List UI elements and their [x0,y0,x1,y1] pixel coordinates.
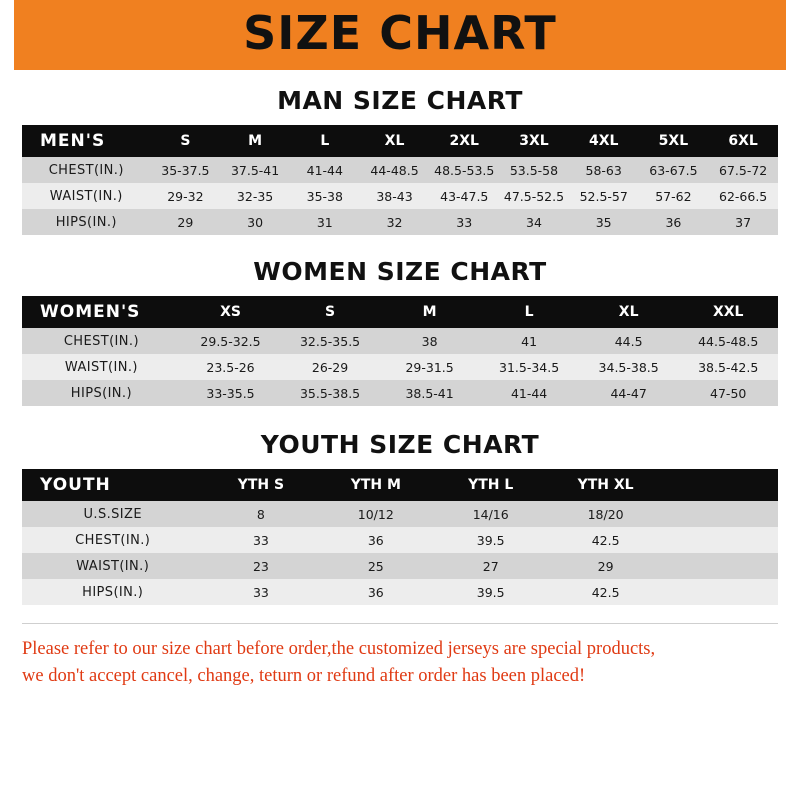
table-cell: 35-38 [290,183,360,209]
table-cell: 39.5 [433,527,548,553]
table-cell: 33 [429,209,499,235]
column-header: WOMEN'S [22,296,181,328]
table-cell: 36 [318,527,433,553]
table-row [22,328,778,354]
table-cell: 8 [203,501,318,527]
table-cell: 38.5-42.5 [678,354,778,380]
row-label: CHEST(IN.) [22,157,151,183]
table-cell: 29 [151,209,221,235]
table-cell: 33-35.5 [181,380,281,406]
table-cell: 44-48.5 [360,157,430,183]
table-cell: 35.5-38.5 [280,380,380,406]
column-header: L [290,125,360,157]
column-header: 6XL [708,125,778,157]
table-cell: 53.5-58 [499,157,569,183]
column-header: XXL [678,296,778,328]
column-header: 5XL [639,125,709,157]
table-row [22,553,778,579]
table-header-row [22,469,778,501]
table-cell: 29-32 [151,183,221,209]
table-cell: 38.5-41 [380,380,480,406]
table-cell: 36 [318,579,433,605]
table-cell: 18/20 [548,501,663,527]
table-row [22,527,778,553]
row-label: HIPS(IN.) [22,579,203,605]
table-cell: 38 [380,328,480,354]
table-cell: 37 [708,209,778,235]
column-header: 4XL [569,125,639,157]
column-header: S [280,296,380,328]
table-cell: 32 [360,209,430,235]
table-cell: 26-29 [280,354,380,380]
column-header: YTH M [318,469,433,501]
table-row [22,354,778,380]
table-cell: 39.5 [433,579,548,605]
table-cell: 44.5-48.5 [678,328,778,354]
table-cell: 35 [569,209,639,235]
row-label: WAIST(IN.) [22,354,181,380]
youth-size-table [22,469,778,605]
row-label: HIPS(IN.) [22,209,151,235]
table-cell: 41-44 [479,380,579,406]
row-label: CHEST(IN.) [22,328,181,354]
table-cell: 42.5 [548,579,663,605]
column-header [663,469,778,501]
table-cell: 34.5-38.5 [579,354,679,380]
header-banner [0,0,800,70]
row-label: U.S.SIZE [22,501,203,527]
table-cell: 29 [548,553,663,579]
footer-line-1: Please refer to our size chart before order,the customized jerseys are special products, [22,639,656,659]
table-header-row [22,296,778,328]
column-header: XS [181,296,281,328]
column-header: 2XL [429,125,499,157]
column-header: XL [579,296,679,328]
women-section-title: WOMEN SIZE CHART [253,257,547,286]
table-cell: 10/12 [318,501,433,527]
table-cell: 29-31.5 [380,354,480,380]
table-cell: 31.5-34.5 [479,354,579,380]
table-cell: 23.5-26 [181,354,281,380]
footer-disclaimer [22,623,778,690]
women-size-table [22,296,778,406]
table-row [22,380,778,406]
table-cell: 31 [290,209,360,235]
table-header-row [22,125,778,157]
row-label: CHEST(IN.) [22,527,203,553]
table-cell: 29.5-32.5 [181,328,281,354]
row-label: WAIST(IN.) [22,553,203,579]
table-cell: 42.5 [548,527,663,553]
table-cell: 41-44 [290,157,360,183]
column-header: YTH XL [548,469,663,501]
table-row [22,183,778,209]
row-label: HIPS(IN.) [22,380,181,406]
table-cell: 48.5-53.5 [429,157,499,183]
table-cell: 62-66.5 [708,183,778,209]
man-section-title: MAN SIZE CHART [277,86,523,115]
table-cell: 32-35 [220,183,290,209]
table-cell: 37.5-41 [220,157,290,183]
table-cell [663,501,778,527]
table-cell: 32.5-35.5 [280,328,380,354]
table-cell: 38-43 [360,183,430,209]
table-cell: 35-37.5 [151,157,221,183]
column-header: M [220,125,290,157]
footer-line-2: we don't accept cancel, change, teturn or refund after order has been placed! [22,665,586,686]
table-cell: 27 [433,553,548,579]
table-cell [663,527,778,553]
table-cell: 47.5-52.5 [499,183,569,209]
chart-content [0,86,800,605]
man-size-table [22,125,778,235]
table-row [22,501,778,527]
table-cell: 34 [499,209,569,235]
column-header: M [380,296,480,328]
table-cell: 25 [318,553,433,579]
table-cell: 52.5-57 [569,183,639,209]
table-cell: 57-62 [639,183,709,209]
youth-section-title: YOUTH SIZE CHART [260,430,540,459]
table-cell: 43-47.5 [429,183,499,209]
table-cell: 36 [639,209,709,235]
table-cell: 33 [203,579,318,605]
table-cell: 23 [203,553,318,579]
column-header: XL [360,125,430,157]
column-header: YTH S [203,469,318,501]
column-header: L [479,296,579,328]
page-title: SIZE CHART [243,6,557,60]
column-header: YOUTH [22,469,203,501]
column-header: S [151,125,221,157]
table-cell: 33 [203,527,318,553]
table-cell: 67.5-72 [708,157,778,183]
table-row [22,209,778,235]
table-cell [663,553,778,579]
table-cell: 44-47 [579,380,679,406]
table-cell [663,579,778,605]
table-cell: 14/16 [433,501,548,527]
column-header: 3XL [499,125,569,157]
column-header: YTH L [433,469,548,501]
table-row [22,157,778,183]
column-header: MEN'S [22,125,151,157]
table-cell: 30 [220,209,290,235]
table-cell: 63-67.5 [639,157,709,183]
table-cell: 47-50 [678,380,778,406]
table-cell: 58-63 [569,157,639,183]
row-label: WAIST(IN.) [22,183,151,209]
table-cell: 44.5 [579,328,679,354]
table-cell: 41 [479,328,579,354]
table-row [22,579,778,605]
